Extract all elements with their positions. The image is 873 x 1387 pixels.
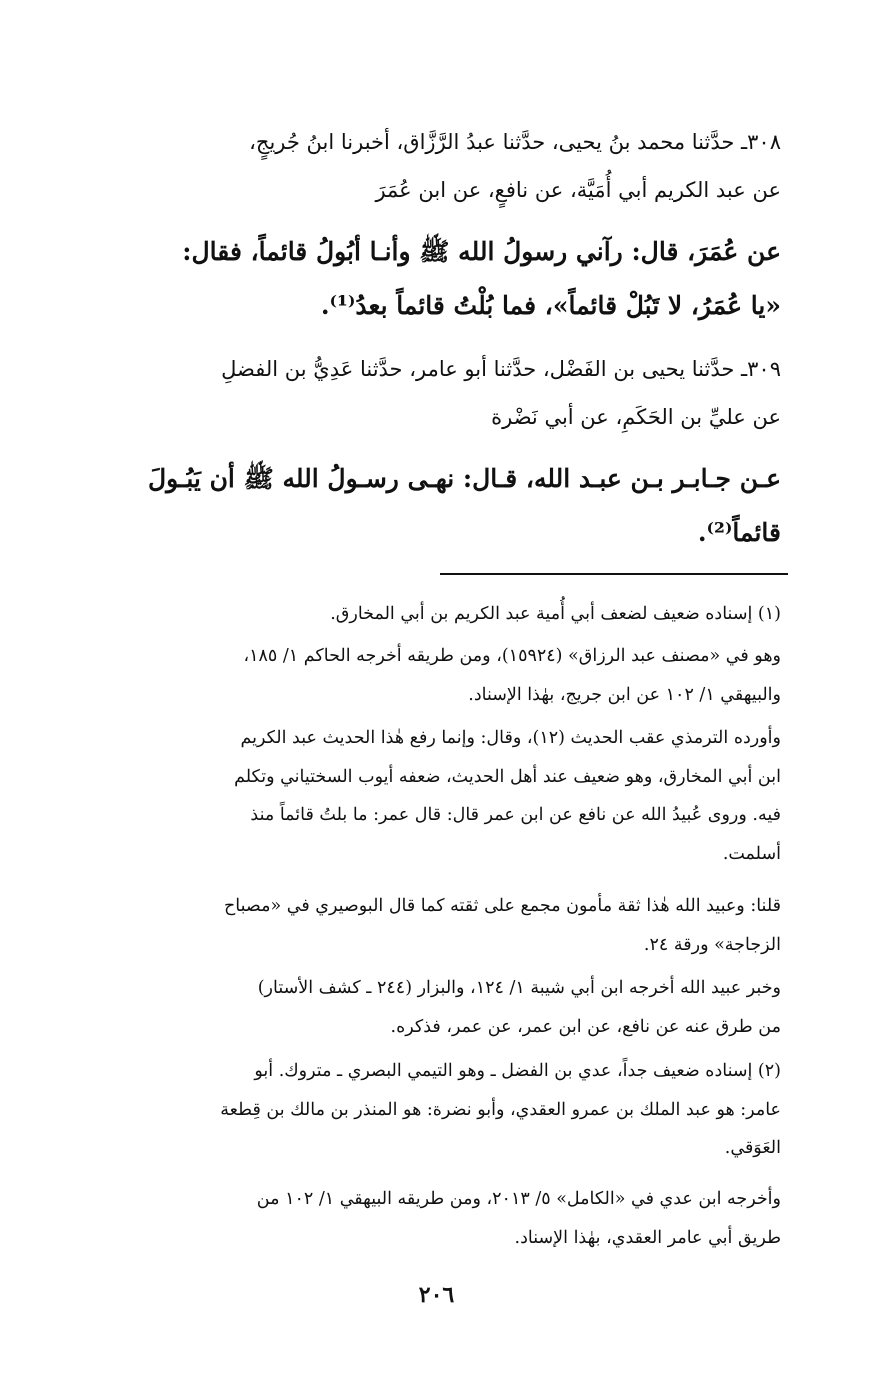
text-line: (١) إسناده ضعيف لضعف أبي أُمية عبد الكريم بن أبي المخارق. bbox=[330, 604, 781, 624]
text-line: عامر: هو عبد الملك بن عمرو العقدي، وأبو نضرة: هو المنذر بن مالك بن قِطعة bbox=[220, 1099, 781, 1120]
text-line: وخبر عبيد الله أخرجه ابن أبي شيبة ١/ ١٢٤، والبزار (٢٤٤ ـ كشف الأستار) bbox=[257, 978, 781, 998]
text-line: عن عليِّ بن الحَكَمِ، عن أبي نَضْرة bbox=[491, 405, 781, 429]
text-line: طريق أبي عامر العقدي، بهٰذا الإسناد. bbox=[514, 1227, 781, 1248]
hadith-309-chain bbox=[93, 345, 781, 441]
text-line: أسلمت. bbox=[722, 843, 781, 864]
text-line: «يا عُمَرُ، لا تَبُلْ قائماً»، فما بُلْتُ قائماً بعدُ⁽¹⁾. bbox=[320, 291, 781, 320]
text-line: عن عبد الكريم أبي أُمَيَّة، عن نافعٍ، عن ابن عُمَرَ bbox=[375, 178, 781, 202]
footnote-2-source bbox=[93, 1180, 781, 1257]
footnote-separator bbox=[440, 573, 788, 575]
text-line: وهو في «مصنف عبد الرزاق» (١٥٩٢٤)، ومن طريقه أخرجه الحاكم ١/ ١٨٥، bbox=[243, 646, 781, 666]
hadith-309-matn bbox=[93, 452, 781, 560]
text-line: والبيهقي ١/ ١٠٢ عن ابن جريج، بهٰذا الإسناد. bbox=[468, 684, 781, 705]
text-line: عن عُمَرَ، قال: رآني رسولُ الله ﷺ وأنـا أبُولُ قائماً، فقال: bbox=[182, 237, 781, 266]
hadith-308-matn bbox=[93, 225, 781, 333]
footnote-1-source bbox=[93, 637, 781, 714]
text-line: (٢) إسناده ضعيف جداً، عدي بن الفضل ـ وهو التيمي البصري ـ متروك. أبو bbox=[254, 1061, 781, 1081]
text-line: وأخرجه ابن عدي في «الكامل» ٥/ ٢٠١٣، ومن طريقه البيهقي ١/ ١٠٢ من bbox=[256, 1189, 781, 1209]
text-line: العَوَقي. bbox=[724, 1138, 781, 1158]
text-line: ٣٠٩ـ حدَّثنا يحيى بن الفَضْل، حدَّثنا أبو عامر، حدَّثنا عَدِيُّ بن الفضلِ bbox=[221, 357, 781, 381]
text-line: ابن أبي المخارق، وهو ضعيف عند أهل الحديث، ضعفه أيوب السختياني وتكلم bbox=[234, 766, 781, 787]
page-number: ٢٠٦ bbox=[418, 1282, 455, 1308]
footnote-1-narration bbox=[93, 969, 781, 1046]
footnote-1 bbox=[93, 595, 781, 634]
text-line: عـن جـابـر بـن عبـد الله، قـال: نهـى رسـولُ الله ﷺ أن يَبُـولَ bbox=[147, 464, 781, 493]
text-line: الزجاجة» ورقة ٢٤. bbox=[643, 934, 781, 955]
footnote-1-tirmidhi bbox=[93, 719, 781, 873]
footnote-2 bbox=[93, 1052, 781, 1168]
text-line: قائماً⁽²⁾. bbox=[697, 518, 781, 547]
text-line: قلنا: وعبيد الله هٰذا ثقة مأمون مجمع على ثقته كما قال البوصيري في «مصباح bbox=[224, 896, 781, 916]
text-line: من طرق عنه عن نافع، عن ابن عمر، عن عمر، فذكره. bbox=[390, 1016, 781, 1037]
text-line: ٣٠٨ـ حدَّثنا محمد بنُ يحيى، حدَّثنا عبدُ الرَّزَّاق، أخبرنا ابنُ جُريجٍ، bbox=[249, 130, 781, 154]
text-line: فيه. وروى عُبيدُ الله عن نافع عن ابن عمر قال: قال عمر: ما بلتُ قائماً منذ bbox=[250, 805, 781, 825]
footnote-1-comment bbox=[93, 887, 781, 964]
hadith-308-chain bbox=[93, 118, 781, 214]
text-line: وأورده الترمذي عقب الحديث (١٢)، وقال: وإنما رفع هٰذا الحديث عبد الكريم bbox=[240, 728, 781, 748]
